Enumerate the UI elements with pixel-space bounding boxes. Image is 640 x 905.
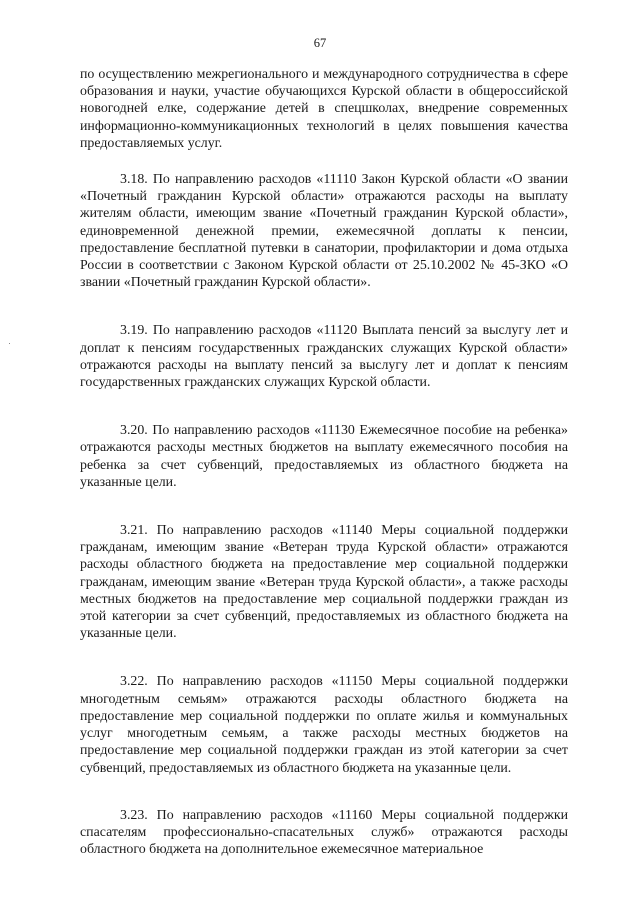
paragraph-3-23: 3.23. По направлению расходов «11160 Меры социальной поддержки спасателям профессионально-спасательных служб» отражаются расходы областного бюджета на дополнительное ежемесячное материальное <box>80 807 568 858</box>
paragraph-3-22: 3.22. По направлению расходов «11150 Меры социальной поддержки многодетным семьям» отражаются расходы областного бюджета на предоставление мер социальной поддержки по оплате жилья и коммунальных услуг многодетным семьям, а также расходы местных бюджетов на предоставление мер социальной поддержки граждан из этой категории за счет субвенций, предоставляемых из областного бюджета на указанные цели. <box>80 674 568 776</box>
paragraph-continuation: по осуществлению межрегионального и международного сотрудничества в сфере образования и науки, участие обучающихся Курской области в общероссийской новогодней елке, содержание детей в спецшколах, внедрение современных информационно-коммуникационных технологий в целях повышения качества предоставляемых услуг. <box>80 67 568 151</box>
paragraph-3-21: 3.21. По направлению расходов «11140 Меры социальной поддержки гражданам, имеющим звание «Ветеран труда Курской области» отражаются расходы областного бюджета на предоставление мер социальной поддержки гражданам, имеющим звание «Ветеран труда Курской области», а также расходы местных бюджетов на предоставление мер социальной поддержки граждан из этой категории за счет субвенций, предоставляемых из областного бюджета на указанные цели. <box>80 523 568 642</box>
page-number: 67 <box>313 36 327 50</box>
paragraph-3-20: 3.20. По направлению расходов «11130 Ежемесячное пособие на ребенка» отражаются расходы местных бюджетов на выплату ежемесячного пособия на ребенка за счет субвенций, предоставляемых из областного бюджета на указанные цели. <box>80 423 568 490</box>
paragraph-3-18: 3.18. По направлению расходов «11110 Закон Курской области «О звании «Почетный гражданин Курской области» отражаются расходы на выплату жителям области, имеющим звание «Почетный гражданин Курской области», единовременной денежной премии, ежемесячной доплаты к пенсии, предоставление бесплатной путевки в санатории, профилактории и дома отдыха России в соответствии с Законом Курской области от 25.10.2002 № 45-ЗКО «О звании «Почетный гражданин Курской области». <box>80 172 568 291</box>
document-body <box>80 66 568 858</box>
scan-speck <box>9 343 10 344</box>
paragraph-3-19: 3.19. По направлению расходов «11120 Выплата пенсий за выслугу лет и доплат к пенсиям государственных гражданских служащих Курской области» отражаются расходы на выплату пенсий за выслугу лет и доплат к пенсиям государственных гражданских служащих Курской области. <box>80 323 568 391</box>
